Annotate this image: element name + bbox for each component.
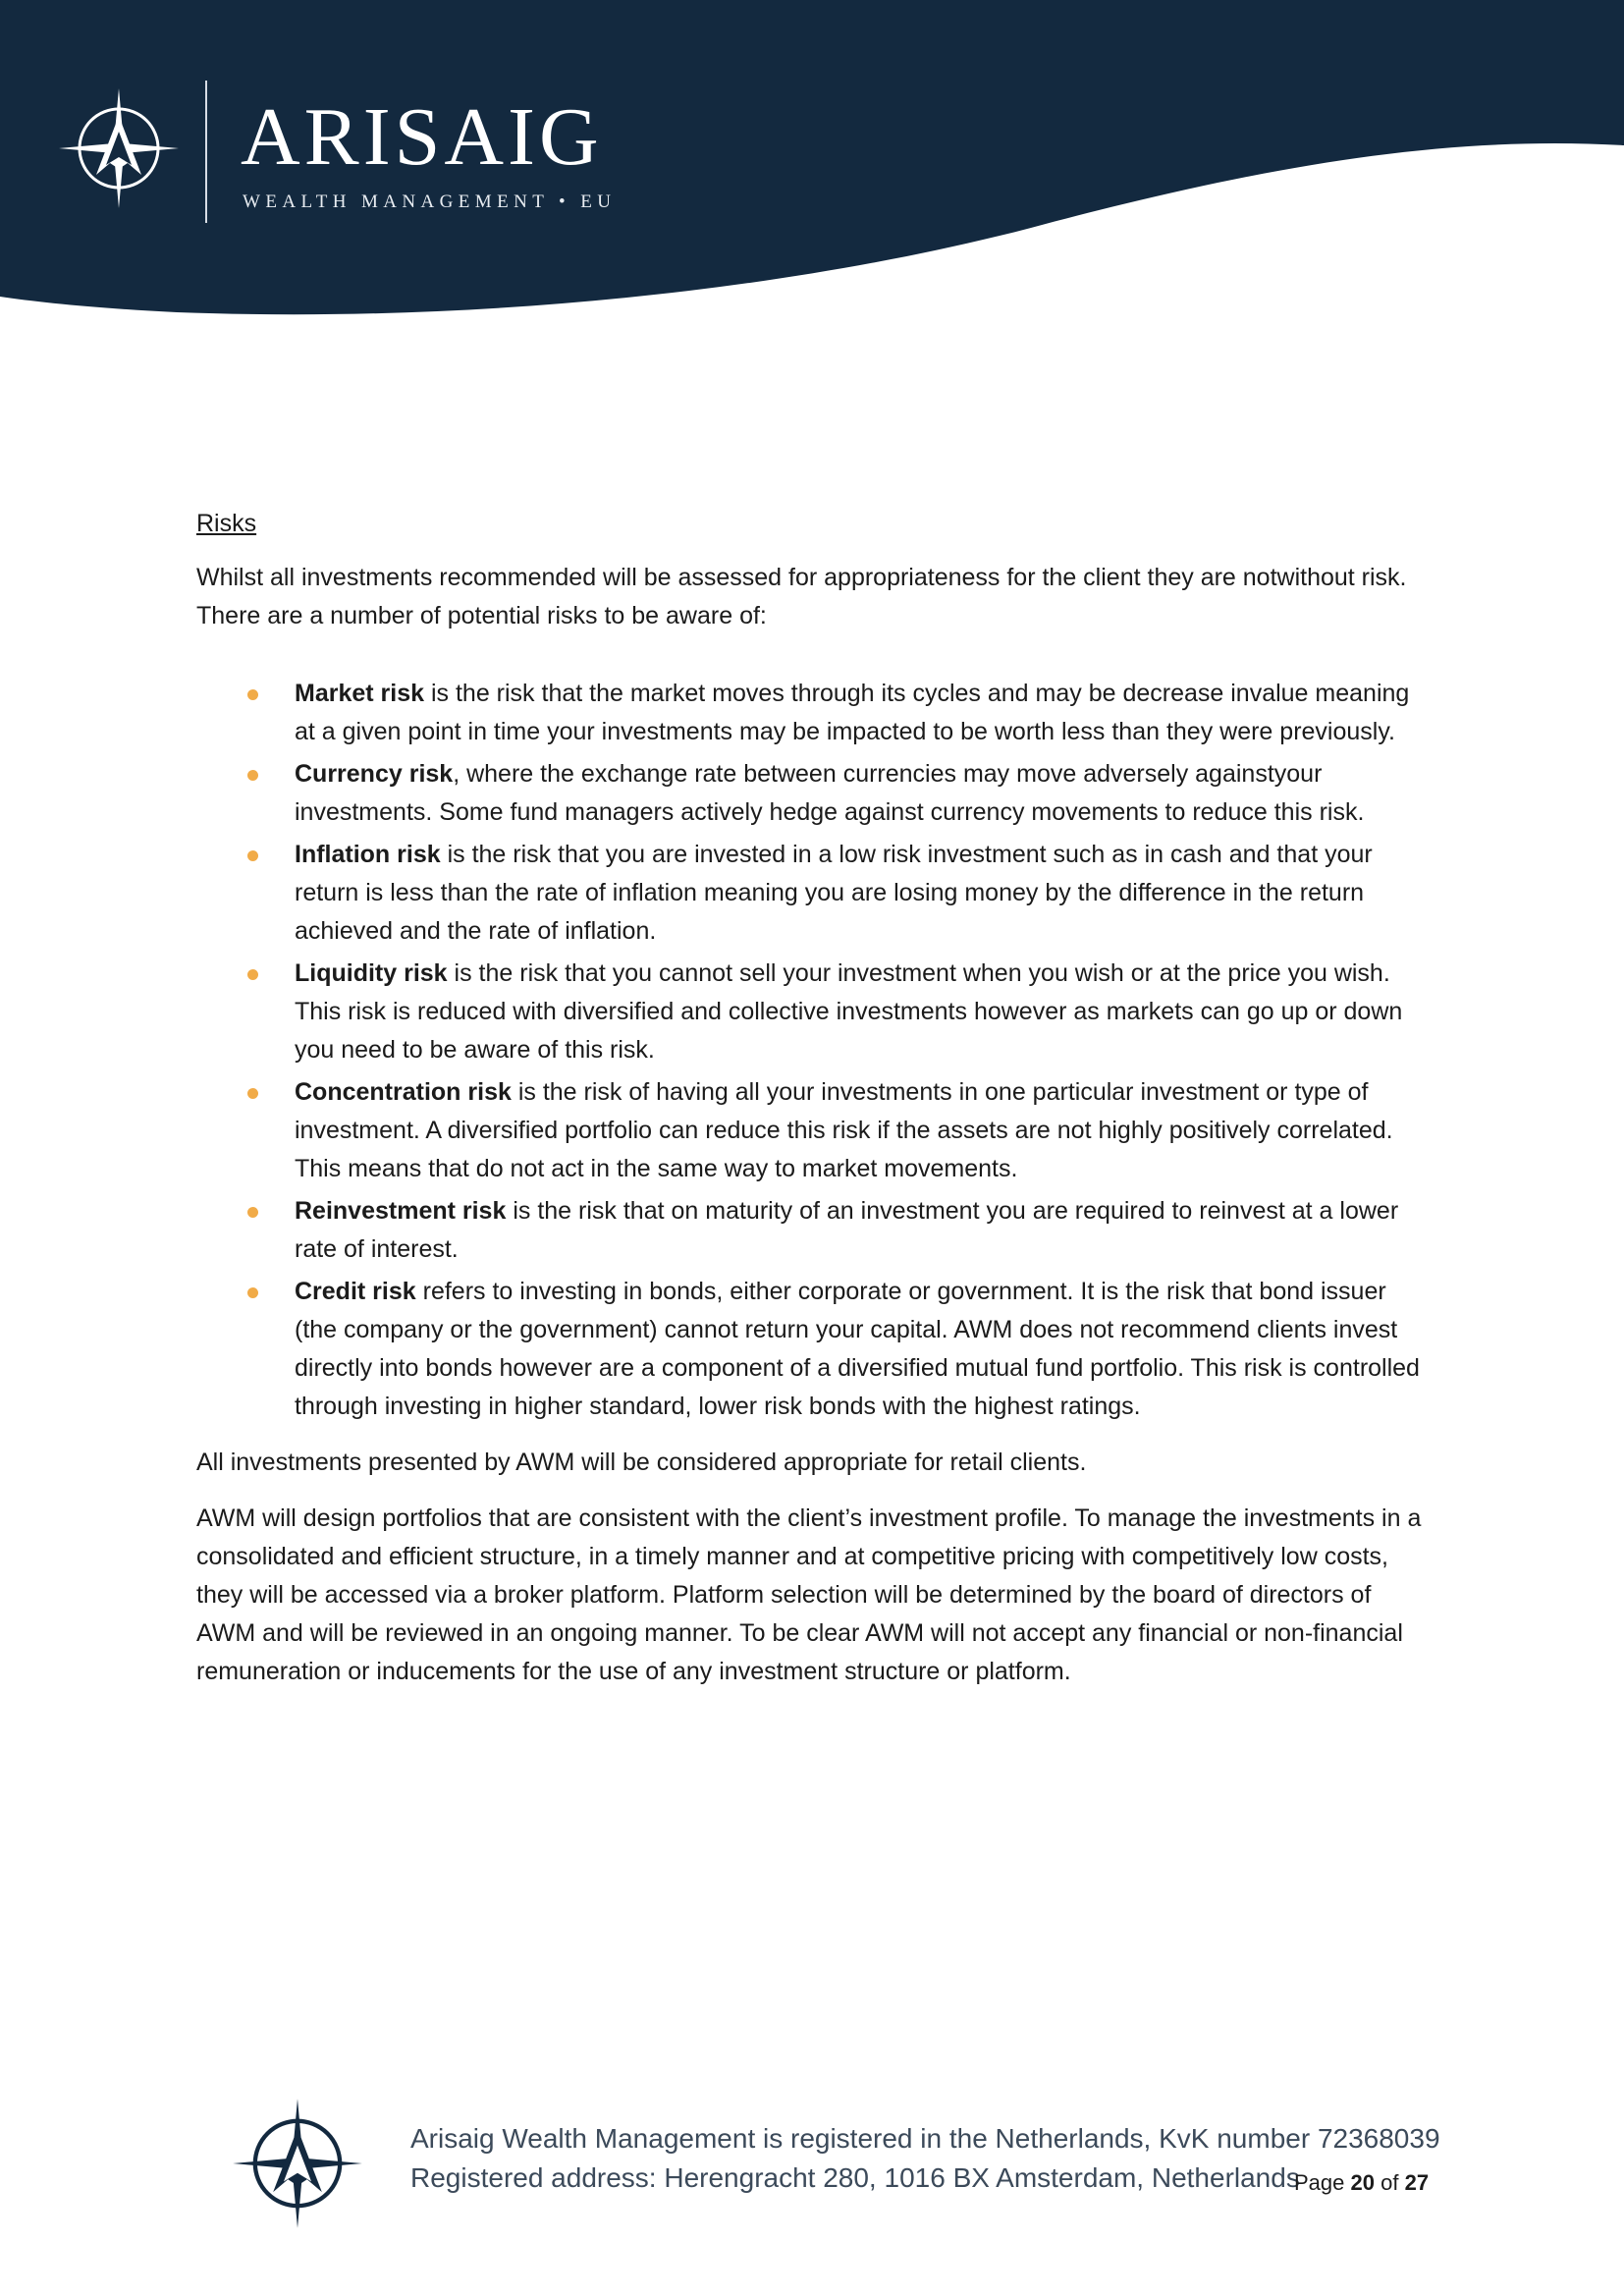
page-of: of	[1380, 2170, 1399, 2195]
list-item	[196, 675, 1434, 751]
list-item	[196, 755, 1434, 832]
risk-description: is the risk of having all your investments in one particular investment or type of investment. A diversified portfolio can reduce this risk if the assets are not highly positively correlated. This means that do not act in the same way to market movements.	[295, 1078, 1393, 1182]
risk-term: Inflation risk	[295, 841, 441, 868]
list-item	[196, 1073, 1434, 1188]
list-item	[196, 836, 1434, 951]
section-title: Risks	[196, 510, 257, 537]
risk-description: is the risk that the market moves through its cycles and may be decrease invalue meaning at a given point in time your investments may be impacted to be worth less than they were previously.	[295, 680, 1410, 745]
page-total: 27	[1404, 2170, 1430, 2195]
compass-logo-icon	[57, 86, 181, 210]
risk-term: Concentration risk	[295, 1078, 512, 1106]
bullet-icon	[247, 969, 258, 980]
risk-description: is the risk that on maturity of an investment you are required to reinvest at a lower rate of interest.	[295, 1197, 1399, 1263]
registered-address: Registered address: Herengracht 280, 1016 BX Amsterdam, Netherlands	[410, 2162, 1300, 2193]
page-label: Page	[1294, 2170, 1345, 2195]
list-item	[196, 1192, 1434, 1269]
retail-paragraph: All investments presented by AWM will be considered appropriate for retail clients.	[196, 1449, 1087, 1476]
page-current: 20	[1350, 2170, 1375, 2195]
risk-term: Reinvestment risk	[295, 1197, 507, 1225]
risk-term: Currency risk	[295, 760, 454, 788]
page-number	[1294, 2170, 1429, 2196]
brand-divider	[205, 81, 207, 223]
risk-description: refers to investing in bonds, either corporate or government. It is the risk that bond issuer (the company or the government) cannot return your capital. AWM does not recommend clients invest directly into bonds however are a component of a diversified mutual fund portfolio. This risk is controlled through investing in higher standard, lower risk bonds with the highest ratings.	[295, 1278, 1420, 1420]
page-header	[0, 0, 1624, 324]
risk-term: Liquidity risk	[295, 959, 448, 987]
risk-term: Credit risk	[295, 1278, 416, 1305]
risk-description: is the risk that you are invested in a low risk investment such as in cash and that your return is less than the rate of inflation meaning you are losing money by the difference in the return achieved and the rate of inflation.	[295, 841, 1373, 945]
compass-logo-icon	[231, 2097, 364, 2230]
bullet-icon	[247, 1287, 258, 1298]
page-footer	[0, 2082, 1624, 2239]
document-body	[196, 505, 1434, 1709]
registration-info: Arisaig Wealth Management is registered in the Netherlands, KvK number 72368039	[410, 2123, 1440, 2154]
bullet-icon	[247, 689, 258, 700]
risk-description: , where the exchange rate between currencies may move adversely againstyour investments. Some fund managers actively hedge against currency movements to reduce this risk.	[295, 760, 1365, 826]
intro-paragraph: Whilst all investments recommended will be assessed for appropriateness for the client they are notwithout risk. There are a number of potential risks to be aware of:	[196, 564, 1407, 629]
bullet-icon	[247, 1207, 258, 1218]
brand-name: ARISAIG	[241, 91, 603, 183]
list-item	[196, 955, 1434, 1069]
risk-description: is the risk that you cannot sell your investment when you wish or at the price you wish. This risk is reduced with diversified and collective investments however as markets can go up or down you need to be aware of this risk.	[295, 959, 1403, 1064]
bullet-icon	[247, 1088, 258, 1099]
risk-term: Market risk	[295, 680, 425, 707]
list-item	[196, 1273, 1434, 1426]
portfolio-paragraph: AWM will design portfolios that are consistent with the client’s investment profile. To manage the investments in a consolidated and efficient structure, in a timely manner and at competitive pricing with competitively low costs, they will be accessed via a broker platform. Platform selection will be determined by the board of directors of AWM and will be reviewed in an ongoing manner. To be clear AWM will not accept any financial or non-financial remuneration or inducements for the use of any investment structure or platform.	[196, 1504, 1422, 1685]
risk-list	[196, 675, 1434, 1426]
bullet-icon	[247, 770, 258, 781]
brand-subtitle: WEALTH MANAGEMENT • EU	[243, 191, 617, 212]
bullet-icon	[247, 850, 258, 861]
